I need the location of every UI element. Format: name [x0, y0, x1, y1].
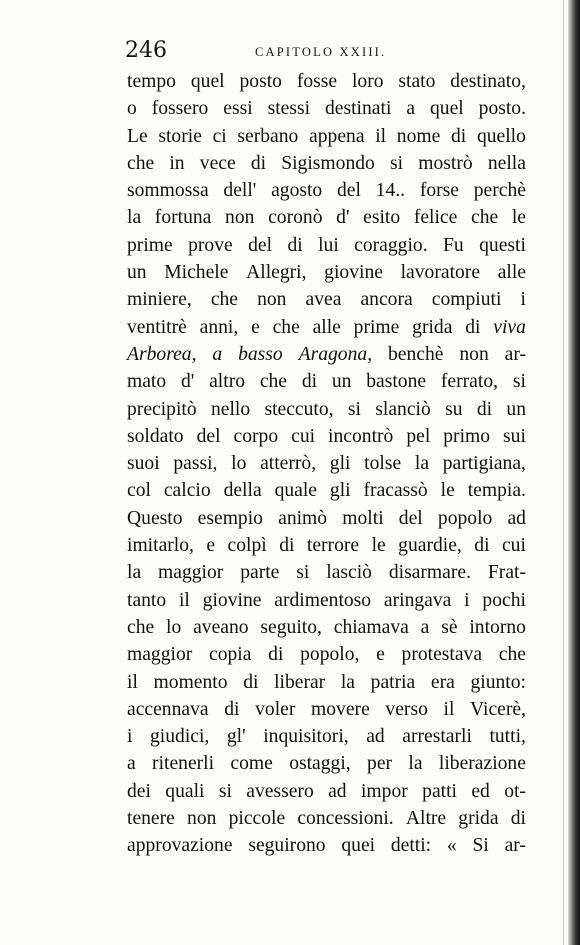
text-line: che lo aveano seguito, chiamava a sè intorno [127, 616, 526, 638]
text-line: che in vece di Sigismondo si mostrò nella [127, 152, 526, 174]
text-line: sommossa dell' agosto del 14.. forse perchè [127, 180, 526, 202]
text-line: tempo quel posto fosse loro stato destinato, [127, 71, 526, 92]
body-text [127, 68, 526, 860]
text-line: i giudici, gl' inquisitori, ad arrestarli tutti, [127, 726, 526, 748]
text-line: soldato del corpo cui incontrò pel primo sui [127, 425, 526, 447]
text-line: tenere non piccole concessioni. Altre grida di [127, 808, 526, 830]
text-line: prime prove del di lui coraggio. Fu questi [127, 234, 526, 256]
text-line: la maggior parte si lasciò disarmare. Frat- [127, 562, 526, 584]
text-line: tanto il giovine ardimentoso aringava i pochi [127, 589, 526, 611]
text-line: suoi passi, lo atterrò, gli tolse la partigiana, [127, 453, 526, 475]
text-line: ventitrè anni, e che alle prime grida di viva [127, 316, 526, 338]
text-line: o fossero essi stessi destinati a quel posto. [127, 98, 526, 120]
text-line: a ritenerli come ostaggi, per la liberazione [127, 753, 526, 775]
text-line: la fortuna non coronò d' esito felice che le [127, 207, 526, 229]
text-line: Questo esempio animò molti del popolo ad [127, 507, 526, 529]
text-line: un Michele Allegri, giovine lavoratore alle [127, 262, 526, 284]
text-line: dei quali si avessero ad impor patti ed ot- [127, 780, 526, 802]
text-line: Arborea, a basso Aragona, benchè non ar- [127, 343, 526, 365]
text-line: mato d' altro che di un bastone ferrato, si [127, 371, 526, 393]
text-line: miniere, che non avea ancora compiuti i [127, 289, 526, 311]
text-line: col calcio della quale gli fracassò le tempia. [127, 480, 526, 502]
page-header [125, 38, 530, 66]
text-line: Le storie ci serbano appena il nome di quello [127, 125, 526, 147]
page-fold-line [563, 0, 564, 945]
text-line: imitarlo, e colpì di terrore le guardie, di cui [127, 535, 526, 557]
page-edge-shadow [568, 0, 580, 945]
text-line: precipitò nello steccuto, si slanciò su di un [127, 398, 526, 420]
page-number: 246 [125, 38, 167, 63]
text-line: approvazione seguirono quei detti: « Si ar- [127, 835, 526, 857]
text-line: accennava di voler movere verso il Vicerè, [127, 698, 526, 720]
text-line: maggior copia di popolo, e protestava che [127, 644, 526, 666]
running-title: CAPITOLO XXIII. [255, 45, 387, 59]
text-line: il momento di liberar la patria era giunto: [127, 671, 526, 693]
